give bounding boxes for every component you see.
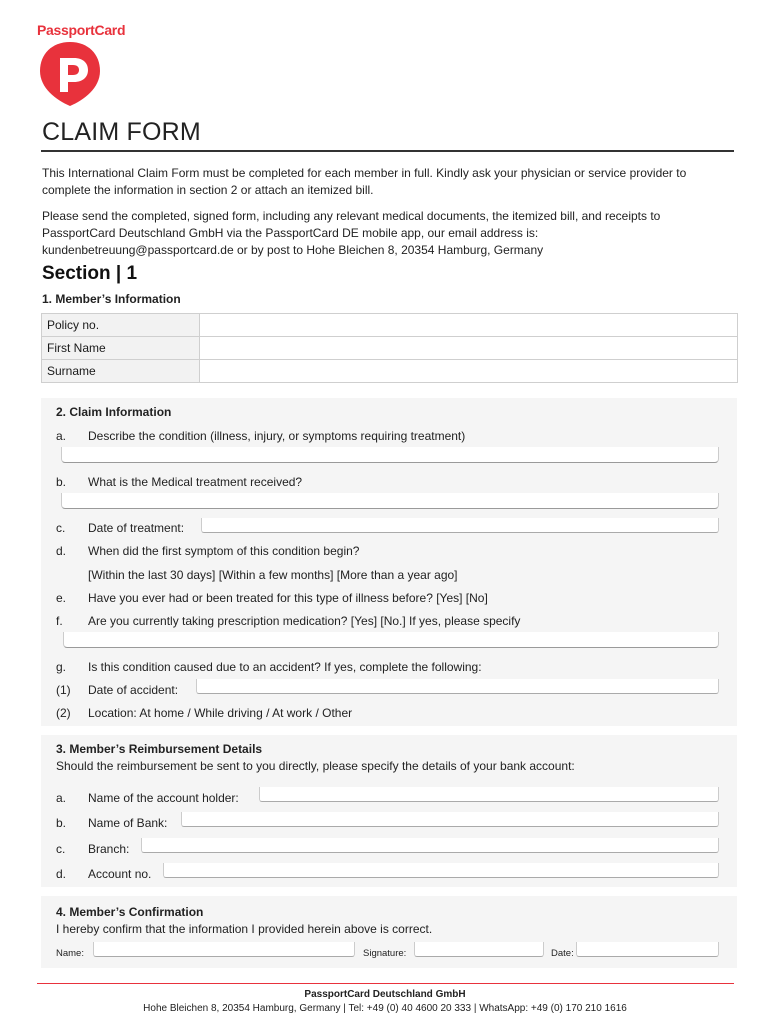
- treatment-field[interactable]: [61, 493, 719, 509]
- item-letter: e.: [56, 591, 67, 605]
- date-of-accident-field[interactable]: [196, 679, 719, 694]
- policy-no-field[interactable]: [200, 314, 738, 337]
- name-label: Name:: [56, 948, 84, 959]
- first-symptom-options[interactable]: [Within the last 30 days] [Within a few months] [More than a year ago]: [88, 568, 458, 582]
- footer-company: PassportCard Deutschland GmbH: [304, 989, 466, 1000]
- first-name-field[interactable]: [200, 337, 738, 360]
- account-no-label: Account no.: [88, 867, 152, 881]
- branch-label: Branch:: [88, 842, 130, 856]
- page-title: CLAIM FORM: [42, 118, 201, 146]
- brand-name: PassportCard: [37, 22, 126, 38]
- item-letter: b.: [56, 816, 67, 830]
- confirmation-heading: 4. Member’s Confirmation: [56, 905, 204, 919]
- item-letter: d.: [56, 867, 67, 881]
- confirmation-panel: [41, 896, 737, 968]
- first-name-label: First Name: [42, 337, 200, 360]
- name-field[interactable]: [93, 942, 355, 957]
- table-row: [42, 337, 738, 360]
- title-divider: [41, 150, 734, 152]
- table-row: [42, 360, 738, 383]
- intro-paragraph-2: Please send the completed, signed form, including any relevant medical documents, the itemized bill, and receipts to PassportCard Deutschland GmbH via the PassportCard DE mobile app, our email address is: kundenbetreuung@passportcard.de or by post to Hohe Bleichen 8, 20354 Hamburg, Germany: [42, 209, 661, 257]
- item-letter: f.: [56, 614, 63, 628]
- account-no-field[interactable]: [163, 863, 719, 878]
- passportcard-p-logo-icon: [38, 40, 102, 108]
- treatment-question: What is the Medical treatment received?: [88, 475, 303, 489]
- item-letter: c.: [56, 842, 66, 856]
- condition-field[interactable]: [61, 447, 719, 463]
- date-of-treatment-label: Date of treatment:: [88, 521, 185, 535]
- reimbursement-heading: 3. Member’s Reimbursement Details: [56, 742, 263, 756]
- claim-info-panel: [41, 398, 737, 726]
- item-letter: a.: [56, 791, 67, 805]
- surname-label: Surname: [42, 360, 200, 383]
- date-of-treatment-field[interactable]: [201, 518, 719, 533]
- accident-location-options[interactable]: Location: At home / While driving / At work / Other: [88, 706, 353, 720]
- section-heading: Section | 1: [42, 263, 138, 284]
- account-holder-label: Name of the account holder:: [88, 791, 239, 805]
- signature-label: Signature:: [363, 948, 407, 959]
- footer-address: Hohe Bleichen 8, 20354 Hamburg, Germany | Tel: +49 (0) 40 4600 20 333 | WhatsApp: +49 (0) 170 210 1616: [143, 1003, 627, 1014]
- table-row: [42, 314, 738, 337]
- surname-field[interactable]: [200, 360, 738, 383]
- footer-divider: [37, 983, 734, 984]
- condition-question: Describe the condition (illness, injury, or symptoms requiring treatment): [88, 429, 466, 443]
- medication-field[interactable]: [63, 632, 719, 648]
- policy-no-label: Policy no.: [42, 314, 200, 337]
- claim-info-heading: 2. Claim Information: [56, 405, 172, 419]
- item-letter: d.: [56, 544, 67, 558]
- member-info-table: [41, 313, 738, 383]
- date-field[interactable]: [576, 942, 719, 957]
- item-letter: c.: [56, 521, 66, 535]
- reimbursement-intro: Should the reimbursement be sent to you directly, please specify the details of your bank account:: [56, 759, 575, 773]
- date-of-accident-label: Date of accident:: [88, 683, 179, 697]
- date-label: Date:: [551, 948, 574, 959]
- item-letter: a.: [56, 429, 67, 443]
- accident-question: Is this condition caused due to an accident? If yes, complete the following:: [88, 660, 482, 674]
- medication-question[interactable]: Are you currently taking prescription medication? [Yes] [No.] If yes, please specify: [88, 614, 521, 628]
- intro-paragraph-1: This International Claim Form must be completed for each member in full. Kindly ask your physician or service provider to complete the information in section 2 or attach an itemized bill.: [42, 166, 687, 197]
- member-info-heading: 1. Member’s Information: [42, 292, 181, 306]
- item-letter: g.: [56, 660, 67, 674]
- reimbursement-panel: [41, 735, 737, 887]
- bank-name-field[interactable]: [181, 812, 719, 827]
- item-letter: (2): [56, 706, 71, 720]
- branch-field[interactable]: [141, 838, 719, 853]
- signature-field[interactable]: [414, 942, 544, 957]
- item-letter: (1): [56, 683, 71, 697]
- account-holder-field[interactable]: [259, 787, 719, 802]
- confirmation-text: I hereby confirm that the information I provided herein above is correct.: [56, 922, 433, 936]
- previous-illness-question[interactable]: Have you ever had or been treated for this type of illness before? [Yes] [No]: [88, 591, 488, 605]
- first-symptom-question: When did the first symptom of this condition begin?: [88, 544, 360, 558]
- bank-name-label: Name of Bank:: [88, 816, 168, 830]
- item-letter: b.: [56, 475, 67, 489]
